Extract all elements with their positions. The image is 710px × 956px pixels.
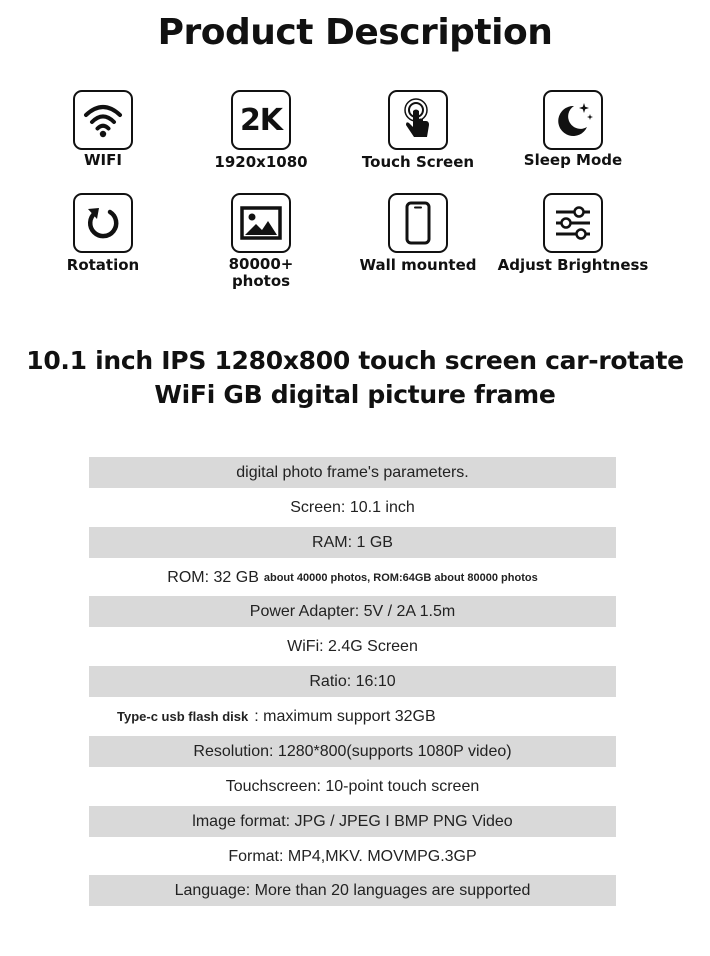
feature-label: Adjust Brightness <box>497 256 649 274</box>
feature-rotation <box>23 193 183 274</box>
page-title: Product Description <box>157 12 553 53</box>
touch-icon <box>388 90 448 150</box>
feature-label-line2: photos <box>231 272 291 290</box>
params-header: digital photo frame's parameters. <box>89 457 616 488</box>
param-rom-note: about 40000 photos, ROM:64GB about 80000 photos <box>263 571 538 584</box>
brightness-sliders-icon <box>543 193 603 253</box>
param-image-format: lmage format: JPG / JPEG I BMP PNG Video <box>89 806 616 837</box>
wall-mount-icon <box>388 193 448 253</box>
param-wifi: WiFi: 2.4G Screen <box>287 637 418 655</box>
feature-label: 1920x1080 <box>214 153 308 171</box>
photos-icon <box>231 193 291 253</box>
moon-icon <box>543 90 603 150</box>
feature-label: Sleep Mode <box>523 151 623 169</box>
param-ram: RAM: 1 GB <box>89 527 616 558</box>
feature-touch <box>338 90 498 171</box>
param-typec-value: : maximum support 32GB <box>254 707 436 725</box>
2k-badge: 2K <box>239 102 283 138</box>
param-typec <box>117 701 436 732</box>
param-language: Language: More than 20 languages are supported <box>89 875 616 906</box>
feature-label <box>181 256 341 290</box>
feature-label-line1: 80000+ <box>228 255 294 273</box>
param-rom-value: ROM: 32 GB <box>167 568 259 586</box>
feature-photos <box>181 193 341 290</box>
product-headline <box>0 344 710 412</box>
feature-wifi <box>23 90 183 169</box>
wifi-icon <box>73 90 133 150</box>
param-ratio: Ratio: 16:10 <box>89 666 616 697</box>
feature-label: Wall mounted <box>359 256 477 274</box>
param-format: Format: MP4,MKV. MOVMPG.3GP <box>228 847 477 865</box>
feature-label: Touch Screen <box>361 153 475 171</box>
param-screen: Screen: 10.1 inch <box>290 498 415 516</box>
param-resolution: Resolution: 1280*800(supports 1080P video) <box>89 736 616 767</box>
param-power: Power Adapter: 5V / 2A 1.5m <box>89 596 616 627</box>
feature-label: Rotation <box>66 256 140 274</box>
feature-resolution <box>181 90 341 171</box>
param-rom <box>89 562 616 593</box>
param-touchscreen: Touchscreen: 10-point touch screen <box>225 777 480 795</box>
rotation-icon <box>73 193 133 253</box>
feature-brightness <box>493 193 653 274</box>
headline-line1: 10.1 inch IPS 1280x800 touch screen car-rotate <box>26 346 684 375</box>
feature-sleep <box>493 90 653 169</box>
2k-icon <box>231 90 291 150</box>
feature-wall-mounted <box>338 193 498 274</box>
param-typec-lead: Type-c usb flash disk <box>117 709 249 724</box>
headline-line2: WiFi GB digital picture frame <box>154 380 556 409</box>
feature-label: WIFI <box>84 151 122 169</box>
